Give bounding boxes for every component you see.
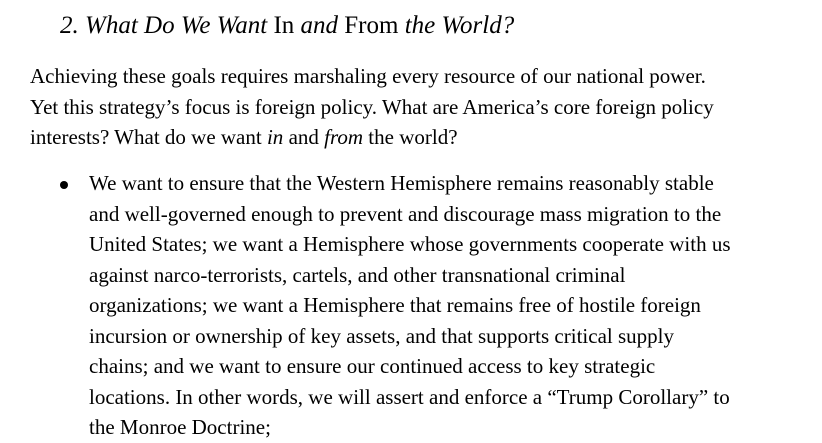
intro-paragraph	[30, 61, 810, 153]
bullet-line: United States; we want a Hemisphere whose governments cooperate with us	[89, 232, 731, 256]
heading-part-what-do-we-want: What Do We Want	[85, 12, 268, 39]
paragraph-line	[30, 122, 810, 153]
bullet-line: locations. In other words, we will assert and enforce a “Trump Corollary” to	[89, 384, 730, 409]
bullet-line: We want to ensure that the Western Hemisphere remains reasonably stable	[89, 171, 714, 195]
section-heading	[60, 9, 514, 43]
bullet-line: the Monroe Doctrine;	[89, 415, 271, 439]
bullet-line: and well-governed enough to prevent and discourage mass migration to the	[89, 201, 722, 226]
emphasis-in: in	[266, 125, 284, 149]
bullet-point-icon	[60, 181, 68, 189]
section-number: 2.	[60, 12, 79, 39]
paragraph-text: and	[288, 125, 319, 149]
bullet-line: against narco-terrorists, cartels, and other transnational criminal	[89, 262, 626, 287]
bullet-text	[89, 168, 814, 443]
bullet-line: incursion or ownership of key assets, and that supports critical supply	[89, 323, 674, 348]
heading-part-and: and	[300, 12, 339, 39]
paragraph-line: Yet this strategy’s focus is foreign policy. What are America’s core foreign policy	[30, 94, 714, 119]
bullet-line: chains; and we want to ensure our continued access to key strategic	[89, 354, 656, 378]
paragraph-line: Achieving these goals requires marshaling every resource of our national power.	[30, 64, 706, 88]
bullet-line: organizations; we want a Hemisphere that remains free of hostile foreign	[89, 293, 701, 317]
paragraph-text: the world?	[368, 125, 458, 149]
heading-part-the-world: the World?	[404, 12, 515, 39]
heading-part-in: In	[273, 12, 295, 39]
emphasis-from: from	[324, 125, 364, 149]
paragraph-text: interests? What do we want	[30, 125, 262, 149]
heading-part-from: From	[344, 12, 399, 39]
